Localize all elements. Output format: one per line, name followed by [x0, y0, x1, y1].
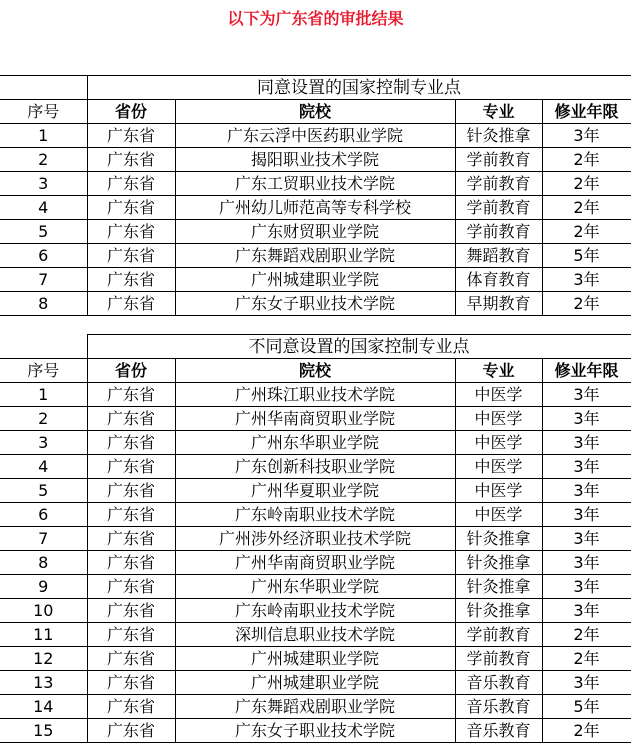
cell-province: 广东省 [87, 551, 175, 575]
cell-school: 广东云浮中医药职业学院 [175, 124, 455, 148]
cell-major: 早期教育 [455, 292, 542, 316]
approved-table [0, 75, 631, 316]
cell-school: 广东创新科技职业学院 [175, 455, 455, 479]
table-row [0, 527, 631, 551]
cell-province: 广东省 [87, 575, 175, 599]
table-row [0, 431, 631, 455]
cell-major: 针灸推拿 [455, 551, 542, 575]
cell-school: 广东岭南职业技术学院 [175, 503, 455, 527]
cell-no: 2 [0, 407, 87, 431]
cell-years: 2年 [542, 647, 631, 671]
table-row [0, 196, 631, 220]
cell-school: 广州华南商贸职业学院 [175, 551, 455, 575]
cell-no: 1 [0, 124, 87, 148]
table-row [0, 647, 631, 671]
cell-province: 广东省 [87, 719, 175, 743]
cell-no: 3 [0, 431, 87, 455]
cell-province: 广东省 [87, 244, 175, 268]
cell-major: 中医学 [455, 383, 542, 407]
cell-school: 广东舞蹈戏剧职业学院 [175, 244, 455, 268]
table-row [0, 124, 631, 148]
header-no: 序号 [0, 100, 87, 124]
cell-province: 广东省 [87, 407, 175, 431]
cell-province: 广东省 [87, 124, 175, 148]
cell-no: 14 [0, 695, 87, 719]
approved-table-title: 同意设置的国家控制专业点 [87, 76, 631, 100]
table-row [0, 148, 631, 172]
table-row [0, 599, 631, 623]
cell-no: 5 [0, 220, 87, 244]
approved-header-row [0, 100, 631, 124]
table-row [0, 268, 631, 292]
cell-years: 3年 [542, 479, 631, 503]
cell-school: 广州幼儿师范高等专科学校 [175, 196, 455, 220]
cell-no: 13 [0, 671, 87, 695]
header-school: 院校 [175, 359, 455, 383]
cell-province: 广东省 [87, 527, 175, 551]
cell-major: 学前教育 [455, 196, 542, 220]
cell-no: 6 [0, 244, 87, 268]
table-row [0, 671, 631, 695]
cell-no: 1 [0, 383, 87, 407]
table-row [0, 455, 631, 479]
cell-province: 广东省 [87, 148, 175, 172]
cell-school: 广州东华职业学院 [175, 575, 455, 599]
cell-major: 学前教育 [455, 220, 542, 244]
cell-major: 音乐教育 [455, 671, 542, 695]
cell-years: 2年 [542, 623, 631, 647]
cell-major: 中医学 [455, 407, 542, 431]
cell-school: 揭阳职业技术学院 [175, 148, 455, 172]
cell-major: 针灸推拿 [455, 527, 542, 551]
cell-no: 6 [0, 503, 87, 527]
cell-years: 3年 [542, 503, 631, 527]
cell-no: 5 [0, 479, 87, 503]
cell-years: 3年 [542, 671, 631, 695]
cell-school: 广州涉外经济职业技术学院 [175, 527, 455, 551]
cell-school: 广东财贸职业学院 [175, 220, 455, 244]
header-major: 专业 [455, 100, 542, 124]
cell-major: 学前教育 [455, 623, 542, 647]
header-province: 省份 [87, 100, 175, 124]
cell-province: 广东省 [87, 503, 175, 527]
cell-years: 5年 [542, 244, 631, 268]
cell-school: 广州城建职业学院 [175, 647, 455, 671]
rejected-title-row [0, 335, 631, 359]
cell-province: 广东省 [87, 647, 175, 671]
rejected-header-row [0, 359, 631, 383]
cell-no: 9 [0, 575, 87, 599]
table-row [0, 407, 631, 431]
header-years: 修业年限 [542, 100, 631, 124]
cell-province: 广东省 [87, 479, 175, 503]
cell-major: 音乐教育 [455, 695, 542, 719]
table-row [0, 575, 631, 599]
header-province: 省份 [87, 359, 175, 383]
table-row [0, 244, 631, 268]
approved-title-row [0, 76, 631, 100]
table-row [0, 292, 631, 316]
table-row [0, 503, 631, 527]
cell-no: 15 [0, 719, 87, 743]
cell-province: 广东省 [87, 383, 175, 407]
cell-years: 2年 [542, 172, 631, 196]
cell-province: 广东省 [87, 431, 175, 455]
cell-province: 广东省 [87, 455, 175, 479]
table-row [0, 623, 631, 647]
cell-major: 体育教育 [455, 268, 542, 292]
cell-no: 7 [0, 268, 87, 292]
table-row [0, 172, 631, 196]
cell-years: 2年 [542, 196, 631, 220]
cell-major: 针灸推拿 [455, 124, 542, 148]
cell-no: 3 [0, 172, 87, 196]
rejected-table-title: 不同意设置的国家控制专业点 [87, 335, 631, 359]
cell-school: 广州华南商贸职业学院 [175, 407, 455, 431]
cell-no: 7 [0, 527, 87, 551]
cell-no: 12 [0, 647, 87, 671]
cell-school: 广东舞蹈戏剧职业学院 [175, 695, 455, 719]
cell-major: 中医学 [455, 503, 542, 527]
cell-years: 3年 [542, 455, 631, 479]
cell-school: 广州珠江职业技术学院 [175, 383, 455, 407]
cell-major: 学前教育 [455, 148, 542, 172]
cell-school: 深圳信息职业技术学院 [175, 623, 455, 647]
cell-province: 广东省 [87, 196, 175, 220]
page-title: 以下为广东省的审批结果 [227, 9, 404, 28]
header-major: 专业 [455, 359, 542, 383]
cell-years: 3年 [542, 383, 631, 407]
cell-major: 舞蹈教育 [455, 244, 542, 268]
cell-province: 广东省 [87, 623, 175, 647]
cell-school: 广州城建职业学院 [175, 671, 455, 695]
cell-no: 11 [0, 623, 87, 647]
cell-no: 8 [0, 292, 87, 316]
cell-major: 中医学 [455, 431, 542, 455]
cell-school: 广东工贸职业技术学院 [175, 172, 455, 196]
cell-major: 音乐教育 [455, 719, 542, 743]
cell-no: 2 [0, 148, 87, 172]
header-years: 修业年限 [542, 359, 631, 383]
cell-years: 2年 [542, 719, 631, 743]
cell-years: 3年 [542, 268, 631, 292]
cell-major: 中医学 [455, 479, 542, 503]
cell-province: 广东省 [87, 292, 175, 316]
cell-major: 针灸推拿 [455, 599, 542, 623]
header-no: 序号 [0, 359, 87, 383]
cell-no: 10 [0, 599, 87, 623]
table-row [0, 551, 631, 575]
table-row [0, 695, 631, 719]
table-row [0, 479, 631, 503]
cell-school: 广东女子职业技术学院 [175, 719, 455, 743]
cell-major: 针灸推拿 [455, 575, 542, 599]
cell-years: 2年 [542, 220, 631, 244]
cell-years: 3年 [542, 124, 631, 148]
cell-no: 8 [0, 551, 87, 575]
cell-major: 学前教育 [455, 172, 542, 196]
cell-years: 3年 [542, 551, 631, 575]
cell-major: 中医学 [455, 455, 542, 479]
header-school: 院校 [175, 100, 455, 124]
cell-no: 4 [0, 196, 87, 220]
cell-province: 广东省 [87, 220, 175, 244]
cell-province: 广东省 [87, 172, 175, 196]
cell-years: 3年 [542, 575, 631, 599]
cell-province: 广东省 [87, 671, 175, 695]
cell-years: 5年 [542, 695, 631, 719]
cell-no: 4 [0, 455, 87, 479]
cell-province: 广东省 [87, 695, 175, 719]
cell-years: 3年 [542, 407, 631, 431]
cell-years: 2年 [542, 292, 631, 316]
cell-school: 广东女子职业技术学院 [175, 292, 455, 316]
rejected-table [0, 334, 631, 743]
cell-province: 广东省 [87, 599, 175, 623]
cell-major: 学前教育 [455, 647, 542, 671]
cell-school: 广州东华职业学院 [175, 431, 455, 455]
cell-school: 广州城建职业学院 [175, 268, 455, 292]
cell-school: 广东岭南职业技术学院 [175, 599, 455, 623]
cell-years: 3年 [542, 527, 631, 551]
table-row [0, 220, 631, 244]
cell-province: 广东省 [87, 268, 175, 292]
cell-years: 3年 [542, 599, 631, 623]
cell-years: 2年 [542, 148, 631, 172]
table-row [0, 383, 631, 407]
cell-school: 广州华夏职业学院 [175, 479, 455, 503]
cell-years: 3年 [542, 431, 631, 455]
